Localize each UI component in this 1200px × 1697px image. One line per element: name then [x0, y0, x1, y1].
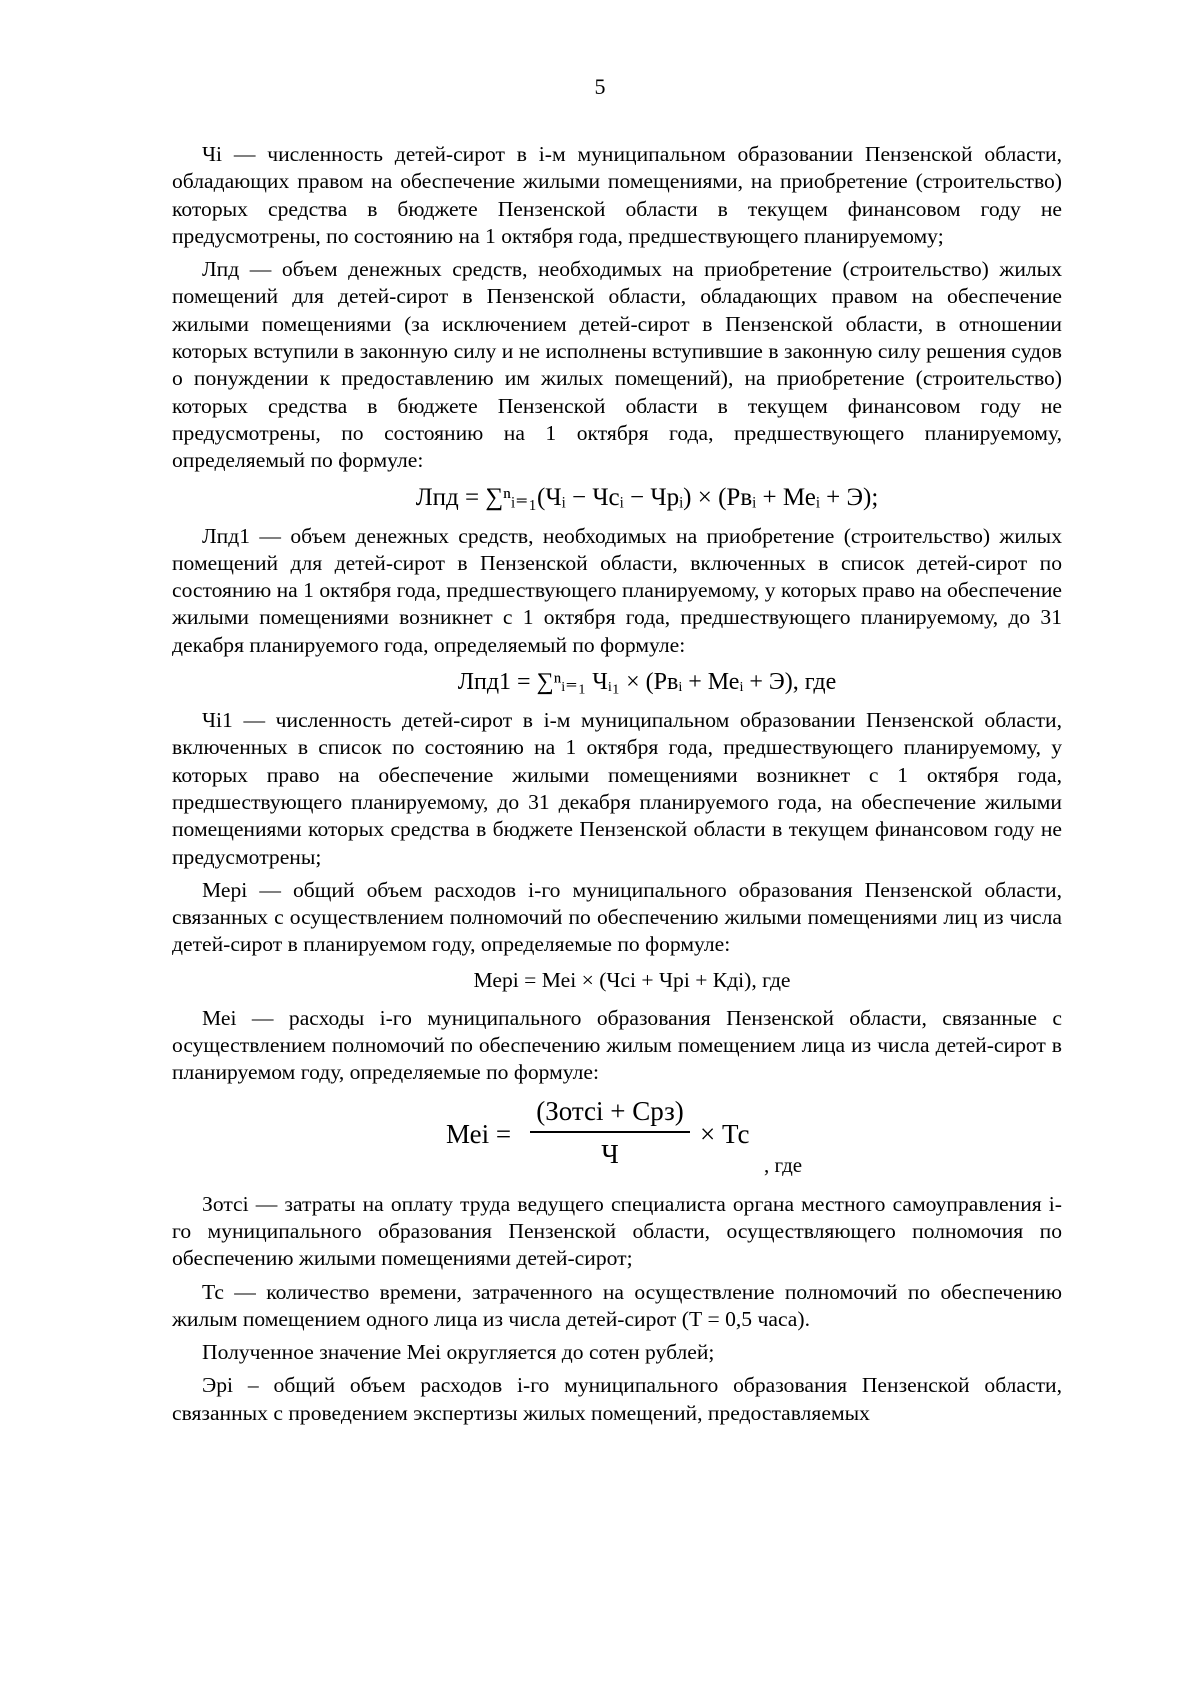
paragraph-mei: Меi — расходы i-го муниципального образования Пензенской области, связанные с осуществлением полномочий по обеспечению жилым помещением лица из числа детей-сирот в планируемом году, определяемые по формуле:: [172, 1005, 1062, 1085]
page-number: 5: [594, 74, 606, 99]
paragraph-rounding: Полученное значение Меi округляется до сотен рублей;: [202, 1340, 715, 1365]
document-body: [172, 141, 1062, 1433]
formula-lpd1-text: Лпд1 = ∑ⁿᵢ₌₁ Чᵢ₁ × (Рвᵢ + Меᵢ + Э), где: [457, 669, 837, 696]
formula-mei: [172, 1093, 1062, 1185]
formula-mei-numerator: (Зотсi + Срз): [536, 1095, 684, 1126]
formula-lpd-text: Лпд = ∑ⁿᵢ₌₁(Чᵢ − Чсᵢ − Чрᵢ) × (Рвᵢ + Меᵢ + Э);: [415, 483, 879, 511]
formula-lpd: [172, 483, 1062, 513]
paragraph-lpd1: Лпд1 — объем денежных средств, необходимых на приобретение (строительство) жилых помещений для детей-сирот в Пензенской области, включенных в список детей-сирот по состоянию на 1 октября года, предшествующего планируемому, у которых право на обеспечение жилыми помещениями возникнет с 1 октября года, предшествующего планируемому, до 31 декабря планируемого года, определяемый по формуле:: [172, 523, 1062, 657]
paragraph-chi1: Чi1 — численность детей-сирот в i-м муниципальном образовании Пензенской области, включенных в список по состоянию на 1 октября года, предшествующего планируемому, у которых право на обеспечение жилыми помещениями возникнет с 1 октября года, предшествующего планируемому, до 31 декабря планируемого года, на обеспечение жилыми помещениями которых средства в бюджете Пензенской области в текущем финансовом году не предусмотрены;: [172, 708, 1062, 869]
formula-meri-text: Мерi = Меi × (Чсi + Чрi + Кдi), где: [473, 967, 791, 992]
formula-lpd1: [172, 667, 1062, 697]
paragraph-zotsi: Зотсi — затраты на оплату труда ведущего специалиста органа местного самоуправления i-го муниципального образования Пензенской области, осуществляющего полномочия по обеспечению жилыми помещениями детей-сирот;: [172, 1191, 1062, 1271]
formula-meri: [172, 965, 1062, 995]
formula-mei-lhs: Меi =: [446, 1118, 512, 1149]
paragraph-eri: Эрi – общий объем расходов i-го муниципального образования Пензенской области, связанных с проведением экспертизы жилых помещений, предоставляемых: [172, 1373, 1062, 1425]
paragraph-chi: Чi — численность детей-сирот в i-м муниципальном образовании Пензенской области, обладающих правом на обеспечение жилыми помещениями, на приобретение (строительство) которых средства в бюджете Пензенской области в текущем финансовом году не предусмотрены, по состоянию на 1 октября года, предшествующего планируемому;: [172, 142, 1062, 248]
formula-mei-rhs: × Тс: [700, 1118, 750, 1149]
formula-mei-tail: , где: [764, 1152, 803, 1177]
formula-mei-fraction: [530, 1093, 690, 1171]
paragraph-tc: Тс — количество времени, затраченного на осуществление полномочий по обеспечению жилым помещением одного лица из числа детей-сирот (Т = 0,5 часа).: [172, 1279, 1062, 1331]
paragraph-meri: Мерi — общий объем расходов i-го муниципального образования Пензенской области, связанных с осуществлением полномочий по обеспечению жилыми помещениями лиц из числа детей-сирот в планируемом году, определяемые по формуле:: [172, 877, 1062, 957]
formula-mei-denominator: Ч: [601, 1138, 619, 1169]
fraction-bar: [530, 1131, 690, 1133]
paragraph-lpd: Лпд — объем денежных средств, необходимых на приобретение (строительство) жилых помещений для детей-сирот в Пензенской области, обладающих правом на обеспечение жилыми помещениями (за исключением детей-сирот в Пензенской области, в отношении которых вступили в законную силу и не исполнены вступившие в законную силу решения судов о понуждении к предоставлению им жилых помещений), на приобретение (строительство) которых средства в бюджете Пензенской области в текущем финансовом году не предусмотрены, по состоянию на 1 октября года, предшествующего планируемому, определяемый по формуле:: [172, 257, 1062, 473]
